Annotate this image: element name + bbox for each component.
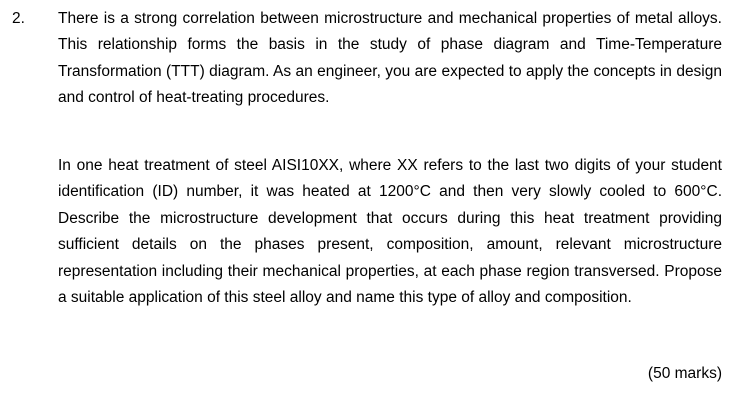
question-paragraph-task: In one heat treatment of steel AISI10XX, where XX refers to the last two digits of your student identification (ID) number, it was heated at 1200°C and then very slowly cooled to 600°C. Describe the microstructure development that occurs during this heat treatment providing sufficient details on the phases present, composition, amount, relevant microstructure representation including their mechanical properties, at each phase region transversed. Propose a suitable application of this steel alloy and name this type of alloy and composition. <box>58 157 722 307</box>
marks-label: (50 marks) <box>647 365 722 382</box>
question-number: 2. <box>12 10 25 27</box>
question-paragraph-intro: There is a strong correlation between microstructure and mechanical properties of metal alloys. This relationship forms the basis in the study of phase diagram and Time-Temperature Transformation (TTT) diagram. As an engineer, you are expected to apply the concepts in design and control of heat-treating procedures. <box>58 10 722 107</box>
